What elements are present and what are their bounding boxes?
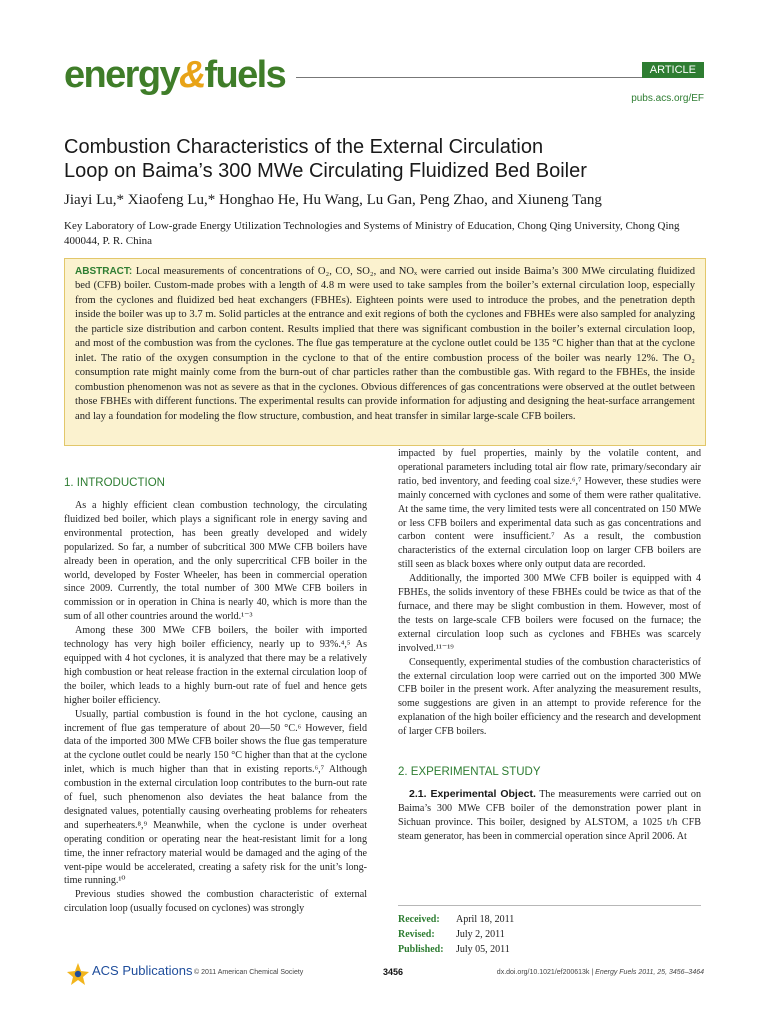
revised-label: Revised: xyxy=(398,929,435,940)
experimental-heading: 2. EXPERIMENTAL STUDY xyxy=(398,766,541,779)
logo-part-fuels: fuels xyxy=(204,54,286,96)
intro-paragraph-4: Previous studies showed the combustion characteristic of external circulation loop (usually focused on cyclones) was strongly xyxy=(64,889,367,915)
title-line-1: Combustion Characteristics of the External Circulation xyxy=(64,136,544,158)
introduction-heading: 1. INTRODUCTION xyxy=(64,477,165,489)
revised-date: July 2, 2011 xyxy=(456,929,505,940)
received-label: Received: xyxy=(398,914,440,925)
intro-paragraph-1: As a highly efficient clean combustion technology, the circulating fluidized bed boiler, which plays a significant role in energy saving and environmental protection, has been greatly developed and widely popularized. So far, a number of subcritical 300 MWe CFB boilers have already been in operation, and the only supercritical CFB boiler in the world, developed by Foster Wheeler, has been in commercial operation since 2009. Currently, the total number of 300 MWe CFB boilers in commission or in operation in China is nearly 40, which is more than the sum of all other countries around the world.¹⁻³ xyxy=(64,500,367,623)
article-title xyxy=(64,135,704,183)
publisher-name[interactable]: ACS Publications xyxy=(92,963,193,978)
abstract-box xyxy=(64,258,706,446)
journal-citation: Energy Fuels 2011, 25, 3456–3464 xyxy=(595,969,704,976)
intro-paragraph-5: impacted by fuel properties, mainly by the volatile content, and operational parameters including total air flow rate, primary/secondary air ratio, bed inventory, and feeding coal size.⁶,⁷ However, these studies were mainly concerned with cyclones and some of them were rather qualitative. At the same time, the very limited tests were all concentrated on 150 MWe or less CFB boilers and experimental data such as gas concentrations and carbon content were insufficient.⁷ As a result, the combustion characteristics of the external circulation loop on larger CFB boilers are still seen as black boxes where only output data are recorded. xyxy=(398,448,701,571)
publication-dates xyxy=(398,905,701,957)
doi-link[interactable]: dx.doi.org/10.1021/ef200613k xyxy=(496,969,590,976)
acs-publications-icon xyxy=(66,962,90,986)
logo-part-energy: energy xyxy=(64,54,180,96)
section-gap xyxy=(398,739,701,765)
logo-ampersand: & xyxy=(179,54,205,96)
abstract-label: ABSTRACT: xyxy=(75,266,133,277)
abstract-text: Local measurements of concentrations of O₂, CO, SO₂, and NOₓ were carried out inside Baima’s 300 MWe circulating fluidized bed (CFB) boiler. Custom-made probes with a length of 4.8 m were used to take samples from the boiler’s external circulation loop, especially from the cyclones and fluidized bed heat exchangers (FBHEs). Eighteen points were used to introduce the probes, and the penetration depth inside the boiler was up to 3.7 m. Solid particles at the entrance and exit regions of both the cyclones and FBHEs were also sampled for analyzing the particle size distribution and carbon content. Results implied that there was significant combustion in the boiler’s external circulation loop, and most of the combustion was from the cyclones. The flue gas temperature at the cyclone outlet could be 135 °C higher than that at the cyclone inlet. The ratio of the oxygen consumption in the cyclone to that of the entire combustion process of the boiler was nearly 12%. The O₂ consumption rate might mainly come from the burn-out of char particles rather than the combustible gas. With regard to the FBHEs, the inside combustion phenomenon was not as severe as that in the cyclones. Obvious differences of gas concentrations were observed at the outlet between those FBHEs with different functions. The experimental results can provide information for adjusting and designing the heat-surface arrangement and lay a foundation for modeling the flow structure, combustion, and heat transfer in similar large-scale CFB boilers. xyxy=(75,266,695,422)
body-column-left xyxy=(64,476,367,916)
intro-paragraph-6: Additionally, the imported 300 MWe CFB boiler is equipped with 4 FBHEs, the solids inventory of these FBHEs could be twice as that of the furnace, and there may be slight combustion in them. However, most of the tests on large-scale CFB boilers were focused on the furnace; the external circulation loop such as cyclones and FBHEs was scarcely involved.¹¹⁻¹⁹ xyxy=(398,573,701,654)
article-type-badge: ARTICLE xyxy=(642,62,704,78)
published-row xyxy=(398,942,701,957)
doi-citation: dx.doi.org/10.1021/ef200613k | Energy Fuels 2011, 25, 3456–3464 xyxy=(496,969,704,976)
revised-row xyxy=(398,927,701,942)
intro-paragraph-3: Usually, partial combustion is found in the hot cyclone, causing an increment of flue gas temperature of about 20—50 °C.⁶ However, field data of the imported 300 MWe CFB boiler shows the flue gas temperature at the cyclone outlet could be nearly 150 °C higher than that at the cyclone inlet, which is much higher than that in existing reports.⁶,⁷ Although combustion in the external circulation loop contributes to the burn-out rate of fuel, such phenomenon also deviates the heat balance from the designated values, potentially causing overheating problems for reheaters and superheaters.⁸,⁹ Meanwhile, when the cyclone is under overheat operating condition or operating near the heat-resistant limit for a long time, the inner refractory material would be damaged and the aging of the vent-pipe would be accelerated, creating a safety risk for the unit’s long-time running.¹⁰ xyxy=(64,708,367,887)
published-label: Published: xyxy=(398,944,444,955)
page-number: 3456 xyxy=(383,967,404,977)
body-column-right xyxy=(398,447,701,844)
experimental-object-subheading: 2.1. Experimental Object. xyxy=(409,788,536,801)
received-date: April 18, 2011 xyxy=(456,914,515,925)
experimental-object-text: The measurements were carried out on Baima’s 300 MWe CFB boiler of the demonstration power plant in Sichuan province. This boiler, designed by ALSTOM, a 1025 t/h CFB steam generator, has been in commercial operation since April 2006. At xyxy=(398,789,701,842)
intro-paragraph-2: Among these 300 MWe CFB boilers, the boiler with imported technology has very high boiler efficiency, nearly up to 93%.⁴,⁵ As equipped with 4 hot cyclones, it is analyzed that there may be a relatively high combustion or heat release fraction in the external circulation loop of the boiler, which leads to a highly burn-out rate of fuel and hence gets higher boiler efficiency. xyxy=(64,625,367,706)
title-line-2: Loop on Baima’s 300 MWe Circulating Fluidized Bed Boiler xyxy=(64,160,587,182)
experimental-paragraph-1 xyxy=(398,788,701,844)
intro-paragraph-7: Consequently, experimental studies of the combustion characteristics of the external circulation loop were carried out on the imported 300 MWe CFB boiler in the present work. After analyzing the measurement results, some suggestions are given in an attempt to provide reference for the explanation of the high boiler efficiency and the research and development of larger CFB boilers. xyxy=(398,656,701,738)
affiliation: Key Laboratory of Low-grade Energy Utilization Technologies and Systems of Ministry of Education, Chong Qing University, Chong Qing 400044, P. R. China xyxy=(64,220,680,247)
journal-site-link[interactable]: pubs.acs.org/EF xyxy=(631,93,704,104)
received-row xyxy=(398,912,701,927)
published-date: July 05, 2011 xyxy=(456,944,510,955)
author-list: Jiayi Lu,* Xiaofeng Lu,* Honghao He, Hu Wang, Lu Gan, Peng Zhao, and Xiuneng Tang xyxy=(64,192,602,208)
copyright-notice: © 2011 American Chemical Society xyxy=(194,969,304,976)
journal-logo xyxy=(64,56,285,94)
